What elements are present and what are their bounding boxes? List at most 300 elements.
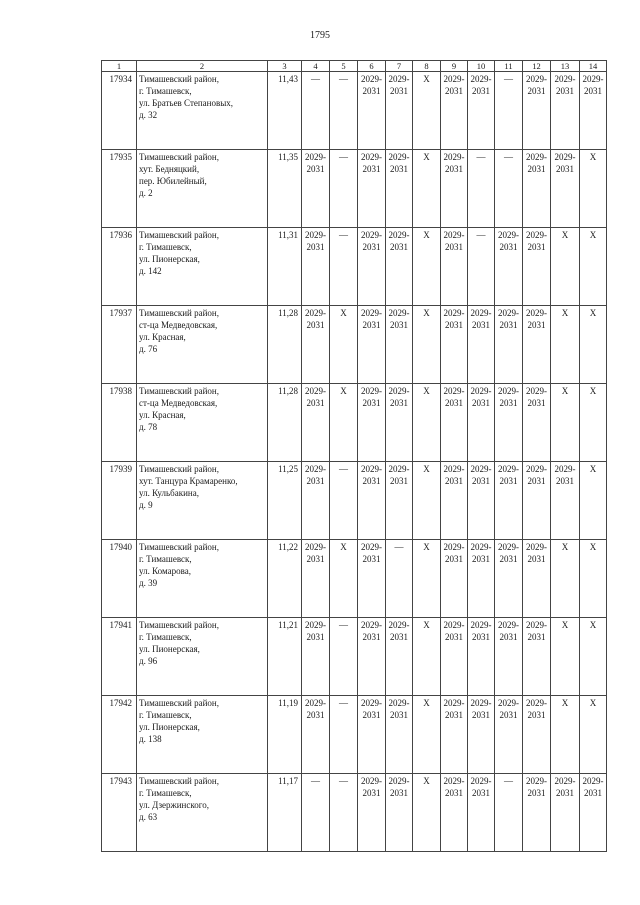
period-value: 2031 [445, 788, 463, 798]
period-cell [358, 540, 386, 618]
area-value: 11,25 [268, 462, 302, 540]
period-value: 2031 [390, 242, 408, 252]
period-value: 2031 [472, 320, 490, 330]
period-cell [413, 72, 441, 150]
period-cell [386, 72, 413, 150]
period-value: X [589, 308, 597, 318]
period-value: 2031 [390, 86, 408, 96]
period-value: 2031 [584, 86, 602, 96]
period-value: 2031 [390, 710, 408, 720]
period-cell [551, 774, 580, 852]
address-cell [137, 150, 268, 228]
period-cell [495, 462, 523, 540]
period-value: 2029- [305, 308, 326, 318]
period-value: 2029- [305, 386, 326, 396]
period-value: 2029- [498, 542, 519, 552]
period-value: 2031 [472, 632, 490, 642]
address-line: ул. Красная, [139, 410, 186, 420]
period-value: — [339, 698, 348, 708]
period-cell [330, 150, 358, 228]
address-cell [137, 72, 268, 150]
period-cell [551, 540, 580, 618]
period-value: 2031 [306, 398, 325, 408]
area-value: 11,22 [268, 540, 302, 618]
period-value: 2031 [527, 164, 546, 174]
period-cell [523, 306, 551, 384]
period-value: 2029- [526, 776, 547, 786]
address-cell [137, 540, 268, 618]
period-value: 2029- [388, 620, 410, 630]
period-value: X [589, 152, 597, 162]
period-cell [441, 462, 468, 540]
period-value: 2031 [527, 242, 546, 252]
period-cell [495, 384, 523, 462]
period-value: 2029- [526, 74, 547, 84]
period-cell [468, 384, 495, 462]
table-row [102, 774, 607, 852]
period-value: 2031 [306, 164, 325, 174]
period-cell [523, 72, 551, 150]
period-cell [441, 228, 468, 306]
period-value: X [423, 308, 430, 318]
period-value: 2029- [498, 464, 519, 474]
period-value: 2029- [554, 74, 576, 84]
address-cell [137, 618, 268, 696]
period-value: 2029- [443, 230, 465, 240]
period-value: 2031 [445, 554, 463, 564]
period-value: 2029- [443, 386, 465, 396]
period-value: X [423, 230, 430, 240]
period-value: X [340, 542, 347, 552]
period-value: 2031 [499, 554, 518, 564]
period-value: 2029- [443, 542, 465, 552]
period-value: 2031 [445, 242, 463, 252]
address-line: ул. Пионерская, [139, 722, 200, 732]
period-value: 2031 [445, 320, 463, 330]
period-value: 2031 [527, 710, 546, 720]
period-value: 2029- [470, 386, 492, 396]
period-value: 2031 [306, 476, 325, 486]
period-value: 2031 [499, 632, 518, 642]
period-value: 2029- [305, 698, 326, 708]
period-value: 2029- [305, 464, 326, 474]
period-value: X [423, 152, 430, 162]
period-value: X [423, 542, 430, 552]
period-cell [468, 462, 495, 540]
period-cell [523, 384, 551, 462]
record-id: 17940 [102, 540, 137, 618]
period-cell [580, 228, 607, 306]
address-line: г. Тимашевск, [139, 788, 192, 798]
period-cell [495, 618, 523, 696]
period-value: 2031 [445, 86, 463, 96]
period-value: 2029- [470, 698, 492, 708]
period-value: — [504, 152, 513, 162]
address-line: Тимашевский район, [139, 230, 219, 240]
period-value: X [340, 308, 347, 318]
period-value: 2031 [362, 320, 381, 330]
period-cell [302, 150, 330, 228]
period-value: 2029- [305, 230, 326, 240]
period-value: 2031 [445, 398, 463, 408]
address-line: д. 142 [139, 266, 162, 276]
period-value: 2031 [362, 476, 381, 486]
period-value: 2029- [470, 308, 492, 318]
period-value: X [589, 386, 597, 396]
period-value: 2031 [362, 554, 381, 564]
period-value: 2029- [526, 152, 547, 162]
period-value: 2029- [388, 386, 410, 396]
record-id: 17942 [102, 696, 137, 774]
period-cell [580, 696, 607, 774]
period-value: 2031 [499, 476, 518, 486]
period-cell [386, 618, 413, 696]
period-value: 2031 [472, 86, 490, 96]
area-value: 11,43 [268, 72, 302, 150]
period-cell [330, 306, 358, 384]
period-cell [468, 696, 495, 774]
period-value: 2031 [390, 476, 408, 486]
period-cell [551, 462, 580, 540]
record-id: 17937 [102, 306, 137, 384]
period-value: 2031 [527, 788, 546, 798]
period-value: 2031 [556, 86, 574, 96]
address-cell [137, 306, 268, 384]
period-value: X [589, 698, 597, 708]
period-value: 2031 [306, 710, 325, 720]
period-value: 2031 [306, 242, 325, 252]
table-row [102, 696, 607, 774]
period-cell [580, 774, 607, 852]
period-value: 2029- [388, 464, 410, 474]
period-cell [523, 150, 551, 228]
period-cell [330, 462, 358, 540]
period-value: X [423, 74, 430, 84]
address-line: г. Тимашевск, [139, 710, 192, 720]
period-value: 2029- [443, 74, 465, 84]
column-number: 1 [102, 61, 137, 72]
column-number-row [102, 61, 607, 72]
period-cell [302, 228, 330, 306]
period-cell [302, 540, 330, 618]
period-value: X [561, 542, 569, 552]
period-value: — [394, 542, 404, 552]
column-number: 12 [523, 61, 551, 72]
period-value: 2029- [526, 386, 547, 396]
column-number: 13 [551, 61, 580, 72]
record-id: 17934 [102, 72, 137, 150]
period-value: 2029- [443, 152, 465, 162]
period-value: 2029- [498, 620, 519, 630]
period-cell [330, 540, 358, 618]
period-value: 2031 [306, 554, 325, 564]
column-number: 4 [302, 61, 330, 72]
address-line: ул. Дзержинского, [139, 800, 209, 810]
period-cell [302, 774, 330, 852]
table-row [102, 618, 607, 696]
period-value: 2031 [390, 632, 408, 642]
period-cell [523, 696, 551, 774]
period-value: — [339, 776, 348, 786]
period-value: 2031 [362, 86, 381, 96]
period-value: 2029- [443, 308, 465, 318]
address-line: хут. Бедняцкий, [139, 164, 200, 174]
address-cell [137, 384, 268, 462]
period-cell [523, 462, 551, 540]
period-value: 2029- [526, 308, 547, 318]
period-value: 2031 [445, 632, 463, 642]
address-line: Тимашевский район, [139, 464, 219, 474]
period-value: 2029- [361, 152, 382, 162]
column-number: 3 [268, 61, 302, 72]
period-value: 2029- [388, 152, 410, 162]
period-value: 2029- [470, 74, 492, 84]
period-cell [551, 696, 580, 774]
column-number: 14 [580, 61, 607, 72]
period-value: 2031 [306, 320, 325, 330]
period-value: 2029- [498, 230, 519, 240]
period-cell [468, 228, 495, 306]
address-line: д. 63 [139, 812, 158, 822]
record-id: 17939 [102, 462, 137, 540]
period-cell [358, 228, 386, 306]
table-row [102, 462, 607, 540]
period-value: 2031 [499, 398, 518, 408]
period-value: X [423, 386, 430, 396]
period-value: 2029- [361, 542, 382, 552]
period-value: 2029- [498, 308, 519, 318]
period-value: 2029- [361, 386, 382, 396]
period-value: 2031 [362, 632, 381, 642]
period-value: 2029- [582, 74, 604, 84]
period-value: X [561, 308, 569, 318]
period-value: 2029- [470, 542, 492, 552]
period-cell [302, 618, 330, 696]
period-cell [441, 72, 468, 150]
period-cell [413, 306, 441, 384]
address-line: д. 96 [139, 656, 158, 666]
record-id: 17935 [102, 150, 137, 228]
period-value: X [423, 698, 430, 708]
address-line: д. 32 [139, 110, 158, 120]
period-value: 2031 [445, 710, 463, 720]
period-value: 2029- [361, 620, 382, 630]
period-cell [468, 540, 495, 618]
period-value: 2029- [443, 620, 465, 630]
period-value: 2031 [445, 476, 463, 486]
period-cell [302, 384, 330, 462]
period-cell [441, 774, 468, 852]
period-value: 2029- [388, 74, 410, 84]
period-cell [495, 540, 523, 618]
address-line: Тимашевский район, [139, 308, 219, 318]
period-cell [495, 150, 523, 228]
period-cell [302, 306, 330, 384]
address-line: пер. Юбилейный, [139, 176, 207, 186]
period-value: — [339, 620, 348, 630]
period-cell [441, 384, 468, 462]
period-value: X [423, 776, 430, 786]
period-cell [580, 540, 607, 618]
period-value: X [423, 620, 430, 630]
period-cell [441, 540, 468, 618]
period-cell [386, 774, 413, 852]
period-cell [441, 306, 468, 384]
address-line: д. 39 [139, 578, 158, 588]
address-line: д. 138 [139, 734, 162, 744]
period-value: 2029- [498, 698, 519, 708]
period-cell [302, 462, 330, 540]
address-line: ул. Пионерская, [139, 644, 200, 654]
area-value: 11,17 [268, 774, 302, 852]
period-cell [495, 306, 523, 384]
period-value: 2029- [582, 776, 604, 786]
period-value: 2031 [362, 164, 381, 174]
address-line: Тимашевский район, [139, 542, 219, 552]
address-line: Тимашевский район, [139, 74, 219, 84]
period-cell [580, 306, 607, 384]
period-value: X [589, 542, 597, 552]
period-cell [580, 384, 607, 462]
period-value: — [504, 74, 513, 84]
period-value: 2031 [472, 788, 490, 798]
period-cell [580, 618, 607, 696]
period-cell [523, 228, 551, 306]
address-line: ул. Кульбакина, [139, 488, 199, 498]
period-cell [413, 462, 441, 540]
period-value: — [339, 464, 348, 474]
period-value: 2029- [526, 230, 547, 240]
address-cell [137, 228, 268, 306]
period-cell [330, 384, 358, 462]
period-value: 2031 [527, 554, 546, 564]
period-value: 2031 [472, 398, 490, 408]
period-value: 2029- [388, 230, 410, 240]
period-cell [330, 618, 358, 696]
address-line: Тимашевский район, [139, 152, 219, 162]
period-value: 2031 [556, 164, 574, 174]
period-value: 2031 [362, 788, 381, 798]
address-line: г. Тимашевск, [139, 632, 192, 642]
period-value: 2031 [472, 476, 490, 486]
table-row [102, 540, 607, 618]
address-line: ул. Братьев Степановых, [139, 98, 234, 108]
period-cell [413, 384, 441, 462]
period-cell [441, 618, 468, 696]
address-line: г. Тимашевск, [139, 554, 192, 564]
period-value: — [311, 776, 320, 786]
period-value: 2029- [305, 620, 326, 630]
period-value: 2029- [361, 464, 382, 474]
period-cell [330, 72, 358, 150]
period-value: — [476, 230, 486, 240]
period-cell [358, 306, 386, 384]
period-cell [468, 72, 495, 150]
period-cell [358, 384, 386, 462]
period-value: — [339, 152, 348, 162]
period-value: 2029- [361, 308, 382, 318]
period-cell [386, 150, 413, 228]
period-cell [468, 306, 495, 384]
period-value: 2031 [584, 788, 602, 798]
period-value: 2029- [305, 542, 326, 552]
period-value: 2029- [443, 698, 465, 708]
period-value: 2029- [554, 152, 576, 162]
column-number: 8 [413, 61, 441, 72]
period-cell [386, 696, 413, 774]
table-row [102, 72, 607, 150]
period-value: 2029- [554, 776, 576, 786]
area-value: 11,35 [268, 150, 302, 228]
period-value: 2029- [526, 542, 547, 552]
period-cell [386, 228, 413, 306]
period-cell [468, 774, 495, 852]
column-number: 10 [468, 61, 495, 72]
address-line: хут. Танцура Крамаренко, [139, 476, 238, 486]
address-line: д. 9 [139, 500, 153, 510]
page-number: 1795 [310, 30, 330, 41]
period-cell [330, 228, 358, 306]
period-cell [358, 696, 386, 774]
period-value: 2031 [390, 398, 408, 408]
table-row [102, 306, 607, 384]
area-value: 11,19 [268, 696, 302, 774]
address-line: д. 76 [139, 344, 158, 354]
period-value: X [589, 620, 597, 630]
record-id: 17936 [102, 228, 137, 306]
period-cell [386, 462, 413, 540]
period-cell [330, 696, 358, 774]
period-value: 2029- [361, 230, 382, 240]
period-cell [386, 384, 413, 462]
period-cell [551, 618, 580, 696]
period-cell [302, 72, 330, 150]
period-cell [441, 150, 468, 228]
period-cell [580, 462, 607, 540]
period-value: 2031 [445, 164, 463, 174]
address-line: д. 2 [139, 188, 153, 198]
registry-table [101, 60, 607, 852]
period-cell [523, 618, 551, 696]
period-cell [551, 72, 580, 150]
period-value: X [561, 230, 569, 240]
address-line: Тимашевский район, [139, 776, 219, 786]
period-cell [358, 774, 386, 852]
period-value: — [311, 74, 320, 84]
period-value: 2031 [527, 398, 546, 408]
period-cell [330, 774, 358, 852]
period-value: 2029- [361, 698, 382, 708]
period-value: — [504, 776, 513, 786]
column-number: 9 [441, 61, 468, 72]
period-value: 2031 [499, 242, 518, 252]
period-cell [413, 540, 441, 618]
period-cell [523, 540, 551, 618]
period-cell [495, 228, 523, 306]
period-cell [468, 618, 495, 696]
column-number: 6 [358, 61, 386, 72]
record-id: 17941 [102, 618, 137, 696]
period-cell [358, 150, 386, 228]
period-value: 2029- [388, 308, 410, 318]
period-cell [413, 150, 441, 228]
address-cell [137, 774, 268, 852]
period-value: 2029- [554, 464, 576, 474]
period-cell [413, 618, 441, 696]
period-cell [386, 306, 413, 384]
address-line: Тимашевский район, [139, 620, 219, 630]
period-value: 2031 [362, 242, 381, 252]
